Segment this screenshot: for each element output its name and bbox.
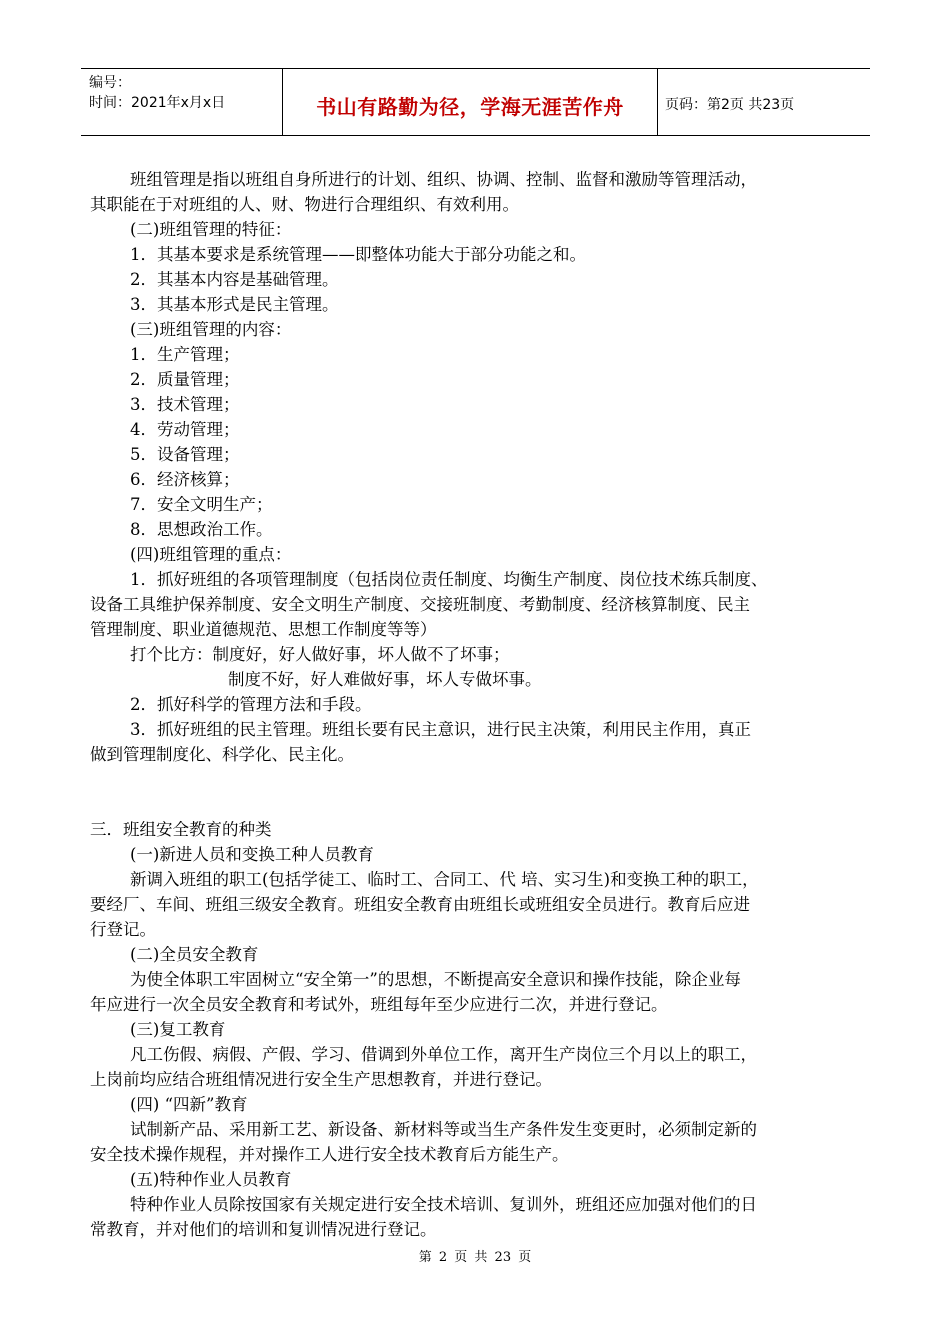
text-line: 管理制度、职业道德规范、思想工作制度等等） <box>90 620 437 639</box>
text-line: 要经厂、车间、班组三级安全教育。班组安全教育由班组长或班组安全员进行。教育后应进 <box>90 895 750 914</box>
text-line: 2．其基本内容是基础管理。 <box>130 270 339 289</box>
text-line: 7．安全文明生产； <box>130 495 273 514</box>
text-line: 1．其基本要求是系统管理——即整体功能大于部分功能之和。 <box>130 245 586 264</box>
text-line: (三)复工教育 <box>130 1020 226 1039</box>
header-meta <box>89 73 279 113</box>
doc-number-label: 编号： <box>89 75 131 91</box>
text-line: (三)班组管理的内容： <box>130 320 292 339</box>
text-line: 常教育，并对他们的培训和复训情况进行登记。 <box>90 1220 437 1239</box>
text-line: 年应进行一次全员安全教育和考试外，班组每年至少应进行二次，并进行登记。 <box>90 995 668 1014</box>
text-line: 1．抓好班组的各项管理制度（包括岗位责任制度、均衡生产制度、岗位技术练兵制度、 <box>130 570 768 589</box>
text-line: 行登记。 <box>90 920 156 939</box>
text-line: 设备工具维护保养制度、安全文明生产制度、交接班制度、考勤制度、经济核算制度、民主 <box>90 595 750 614</box>
header-divider <box>657 69 658 135</box>
text-line: 做到管理制度化、科学化、民主化。 <box>90 745 354 764</box>
text-line: (五)特种作业人员教育 <box>130 1170 292 1189</box>
page-footer: 第 2 页 共 23 页 <box>418 1250 532 1265</box>
text-line: 三．班组安全教育的种类 <box>90 820 272 839</box>
text-line: 试制新产品、采用新工艺、新设备、新材料等或当生产条件发生变更时，必须制定新的 <box>130 1120 757 1139</box>
text-line: 安全技术操作规程，并对操作工人进行安全技术教育后方能生产。 <box>90 1145 569 1164</box>
text-line: 3．抓好班组的民主管理。班组长要有民主意识，进行民主决策，利用民主作用，真正 <box>130 720 751 739</box>
text-line: (四) “四新”教育 <box>130 1095 248 1114</box>
header-motto: 书山有路勤为径，学海无涯苦作舟 <box>316 95 624 119</box>
text-line: 8．思想政治工作。 <box>130 520 273 539</box>
text-line: (二)班组管理的特征： <box>130 220 292 239</box>
document-body <box>90 167 860 1242</box>
text-line: 6．经济核算； <box>130 470 240 489</box>
header-page-number: 页码：第2页 共23页 <box>665 97 795 113</box>
text-line: (一)新进人员和变换工种人员教育 <box>130 845 374 864</box>
text-line: 凡工伤假、病假、产假、学习、借调到外单位工作，离开生产岗位三个月以上的职工， <box>130 1045 757 1064</box>
paragraph-spacer <box>90 767 860 817</box>
text-line: 上岗前均应结合班组情况进行安全生产思想教育，并进行登记。 <box>90 1070 552 1089</box>
text-line: 班组管理是指以班组自身所进行的计划、组织、协调、控制、监督和激励等管理活动， <box>130 170 757 189</box>
text-line: 4．劳动管理； <box>130 420 240 439</box>
text-line: 特种作业人员除按国家有关规定进行安全技术培训、复训外，班组还应加强对他们的日 <box>130 1195 757 1214</box>
text-line: 制度不好，好人难做好事，坏人专做坏事。 <box>228 670 542 689</box>
date-label: 时间：2021年x月x日 <box>89 95 226 111</box>
text-line: 3．技术管理； <box>130 395 240 414</box>
text-line: 3．其基本形式是民主管理。 <box>130 295 339 314</box>
text-line: 打个比方：制度好，好人做好事，坏人做不了坏事； <box>130 645 510 664</box>
text-line: 5．设备管理； <box>130 445 240 464</box>
text-line: (四)班组管理的重点： <box>130 545 292 564</box>
text-line: 其职能在于对班组的人、财、物进行合理组织、有效利用。 <box>90 195 519 214</box>
page-header <box>81 68 870 136</box>
text-line: (二)全员安全教育 <box>130 945 259 964</box>
text-line: 新调入班组的职工(包括学徒工、临时工、合同工、代 培、实习生)和变换工种的职工， <box>130 870 759 889</box>
text-line: 为使全体职工牢固树立“安全第一”的思想，不断提高安全意识和操作技能，除企业每 <box>130 970 741 989</box>
text-line: 2．抓好科学的管理方法和手段。 <box>130 695 372 714</box>
text-line: 1．生产管理； <box>130 345 240 364</box>
text-line: 2．质量管理； <box>130 370 240 389</box>
